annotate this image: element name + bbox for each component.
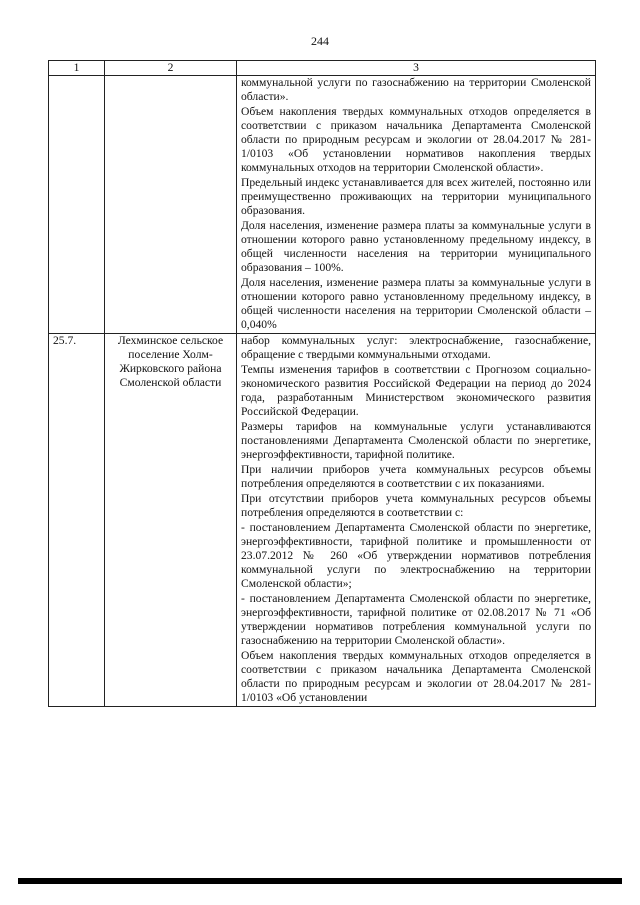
settlement-name: Лехминское сельское поселение Холм-Жирковского района Смоленской области (105, 334, 237, 707)
paragraph: Размеры тарифов на коммунальные услуги устанавливаются постановлениями Департамента Смоленской области по энергетике, энергоэффективности, тарифной политике. (241, 420, 591, 461)
column-header-3: 3 (237, 61, 596, 76)
paragraph: - постановлением Департамента Смоленской области по энергетике, энергоэффективности, тарифной политике от 02.08.2017 № 71 «Об утверждении нормативов потребления коммунальной услуги по газоснабжению на территории Смоленской области». (241, 592, 591, 647)
paragraph: Предельный индекс устанавливается для всех жителей, постоянно или преимущественно проживающих на территории муниципального образования. (241, 176, 591, 217)
row-number (49, 76, 105, 334)
paragraph: набор коммунальных услуг: электроснабжение, газоснабжение, обращение с твердыми коммунальными отходами. (241, 334, 591, 361)
table-row (49, 76, 596, 334)
paragraph: - постановлением Департамента Смоленской области по энергетике, энергоэффективности, тарифной политике и промышленности от 23.07.2012 № 260 «Об утверждении нормативов потребления коммунальной услуги по электроснабжению на территории Смоленской области»; (241, 521, 591, 590)
scan-border-bar (18, 878, 622, 884)
settlement-name (105, 76, 237, 334)
paragraph: Объем накопления твердых коммунальных отходов определяется в соответствии с приказом начальника Департамента Смоленской области по природным ресурсам и экологии от 28.04.2017 № 281-1/0103 «Об установлении нормативов накопления твердых коммунальных отходов на территории Смоленской области». (241, 105, 591, 174)
paragraph: коммунальной услуги по газоснабжению на территории Смоленской области». (241, 76, 591, 103)
table-row (49, 334, 596, 707)
row-content (237, 76, 596, 334)
row-number: 25.7. (49, 334, 105, 707)
table-header-row (49, 61, 596, 76)
column-header-1: 1 (49, 61, 105, 76)
paragraph: Доля населения, изменение размера платы за коммунальные услуги в отношении которого равно установленному предельному индексу, в общей численности населения на территории Смоленской области – 0,040% (241, 276, 591, 331)
paragraph: При наличии приборов учета коммунальных ресурсов объемы потребления определяются в соответствии с их показаниями. (241, 463, 591, 490)
paragraph: Объем накопления твердых коммунальных отходов определяется в соответствии с приказом начальника Департамента Смоленской области по природным ресурсам и экологии от 28.04.2017 № 281-1/0103 «Об установлении (241, 649, 591, 704)
column-header-2: 2 (105, 61, 237, 76)
paragraph: Доля населения, изменение размера платы за коммунальные услуги в отношении которого равно установленному предельному индексу, в общей численности населения на территории муниципального образования – 100%. (241, 219, 591, 274)
row-content (237, 334, 596, 707)
document-table (48, 60, 596, 707)
paragraph: Темпы изменения тарифов в соответствии с Прогнозом социально-экономического развития Российской Федерации на период до 2024 года, разработанным Министерством экономического развития Российской Федерации. (241, 363, 591, 418)
paragraph: При отсутствии приборов учета коммунальных ресурсов объемы потребления определяются в соответствии с: (241, 492, 591, 519)
page-number: 244 (311, 34, 329, 48)
